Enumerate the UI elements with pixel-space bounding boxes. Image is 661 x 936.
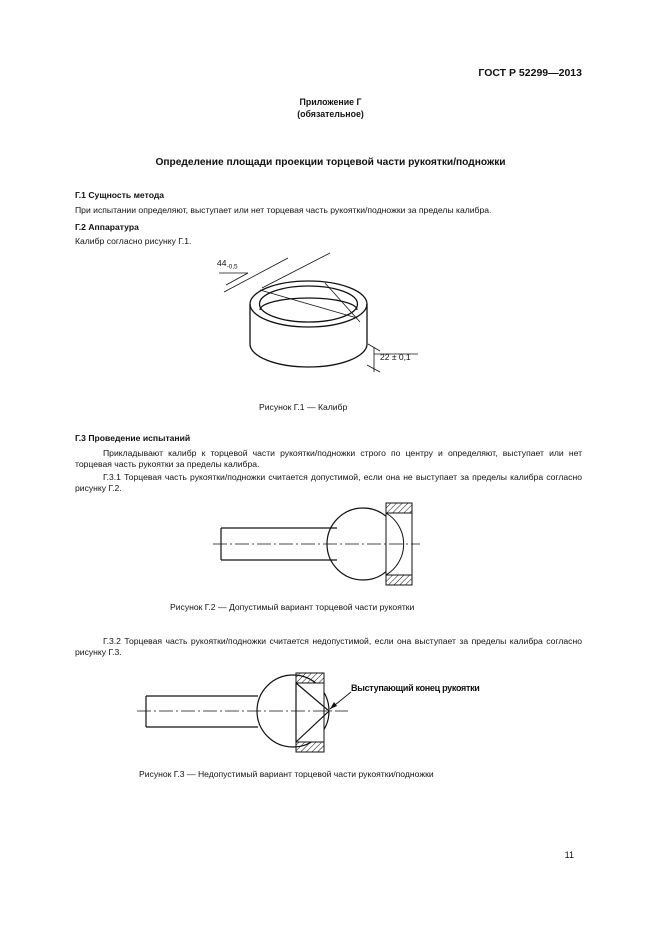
section-g1-text: При испытании определяют, выступает или нет торцевая часть рукоятки/подножки за пределы калибра. <box>75 205 492 215</box>
figure-g2-caption: Рисунок Г.2 — Допустимый вариант торцевой части рукоятки <box>170 602 415 612</box>
section-g3-heading: Г.3 Проведение испытаний <box>75 433 191 443</box>
header-standard: ГОСТ Р 52299—2013 <box>478 67 582 79</box>
page-number: 11 <box>564 850 574 860</box>
figure-g3-callout: Выступающий конец рукоятки <box>351 683 480 693</box>
figure-g1-height-label: 22 ± 0,1 <box>380 352 411 362</box>
section-g32-text: Г.3.2 Торцевая часть рукоятки/подножки считается недопустимой, если она выступает за пределы калибра согласно рисунку Г.3. <box>75 636 582 657</box>
appendix-status: (обязательное) <box>297 109 364 119</box>
document-title: Определение площади проекции торцевой части рукоятки/подножки <box>155 157 506 168</box>
section-g3-text: Прикладывают калибр к торцевой части рукоятки/подножки строго по центру и определяют, выступает или нет торцевая часть рукоятки за пределы калибра. <box>75 448 582 469</box>
section-g1-heading: Г.1 Сущность метода <box>75 190 165 200</box>
figure-g3-caption: Рисунок Г.3 — Недопустимый вариант торцевой части рукоятки/подножки <box>139 769 434 779</box>
section-g31-text: Г.3.1 Торцевая часть рукоятки/подножки считается допустимой, если она не выступает за пределы калибра согласно рисунку Г.2. <box>75 472 582 493</box>
figure-g1-diameter-value: 44 <box>217 258 227 268</box>
section-g2-text: Калибр согласно рисунку Г.1. <box>75 236 192 246</box>
figure-g1-diameter-label <box>217 258 238 273</box>
figure-g1-diameter-tolerance: -0,5 <box>226 263 238 271</box>
section-g2-heading: Г.2 Аппаратура <box>75 222 139 232</box>
appendix-title: Приложение Г <box>299 97 362 107</box>
figure-g1-caption: Рисунок Г.1 — Калибр <box>259 402 348 412</box>
